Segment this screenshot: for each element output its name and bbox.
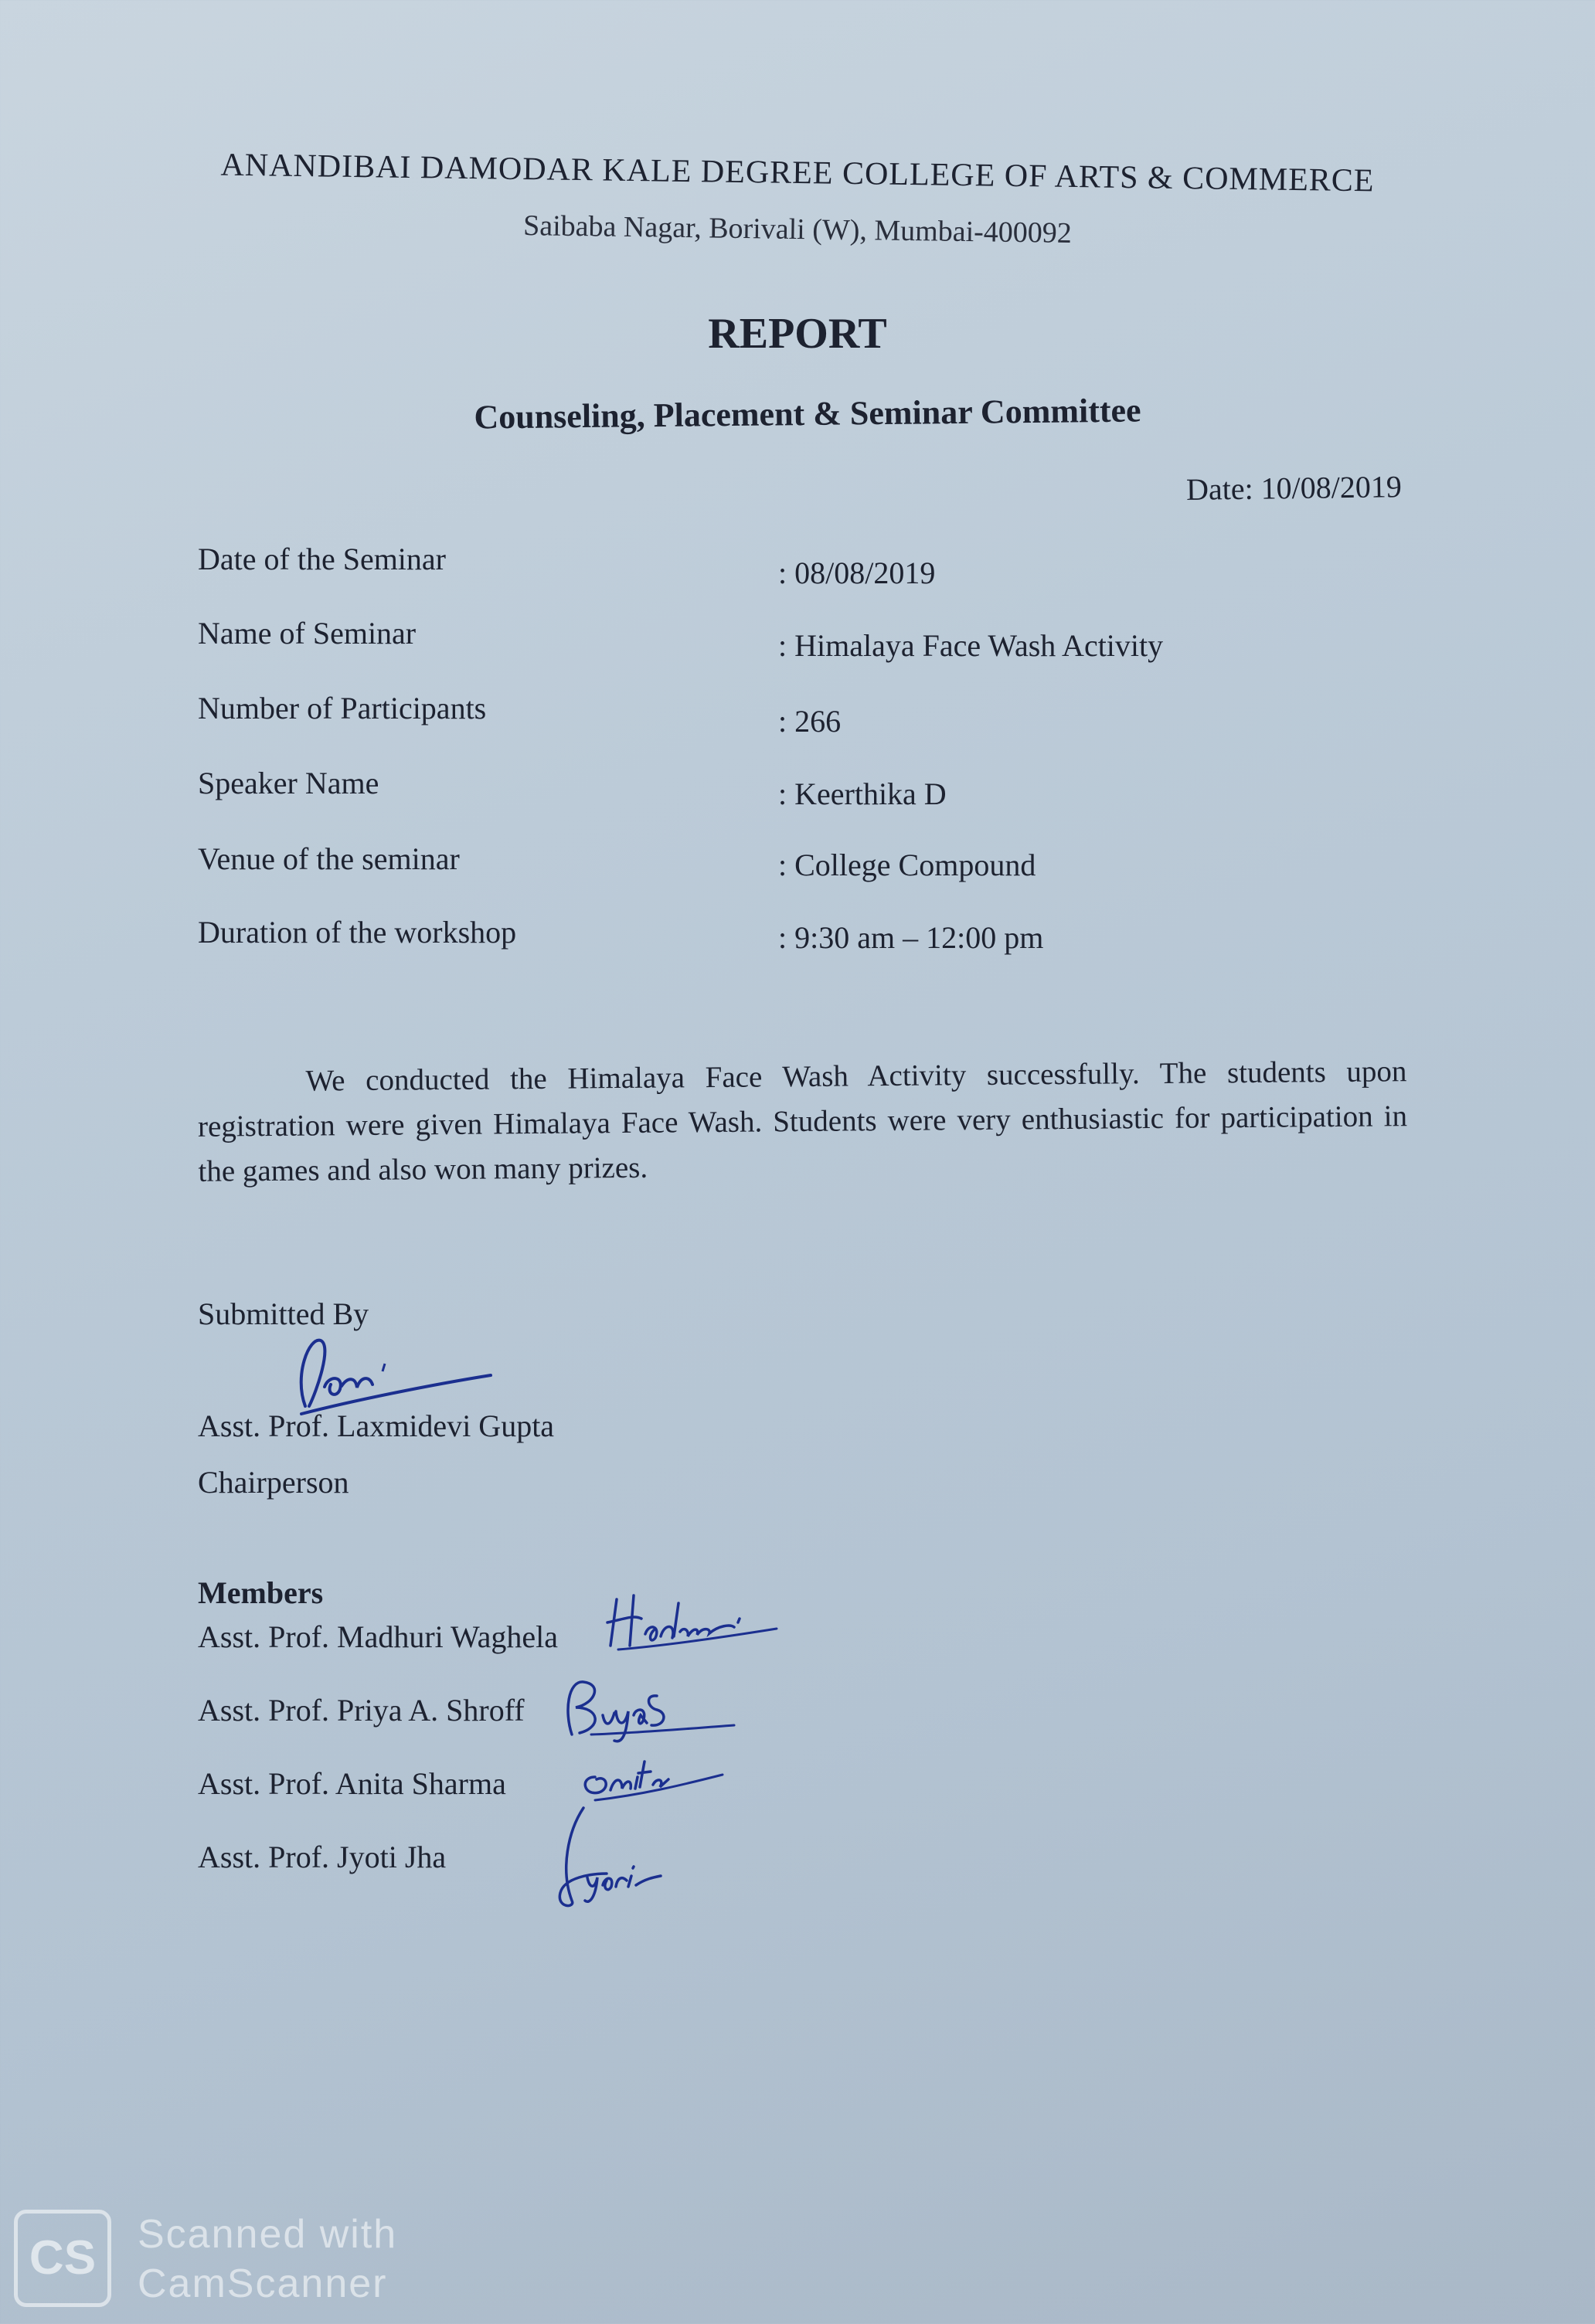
detail-value-venue: : College Compound bbox=[778, 848, 1036, 882]
member-name: Asst. Prof. Priya A. Shroff bbox=[198, 1693, 525, 1728]
college-address: Saibaba Nagar, Borivali (W), Mumbai-400092 bbox=[522, 209, 1073, 250]
report-date: Date: 10/08/2019 bbox=[1185, 469, 1403, 507]
camscanner-logo: CS bbox=[14, 2210, 111, 2307]
detail-label-speaker: Speaker Name bbox=[198, 766, 379, 800]
detail-label-venue: Venue of the seminar bbox=[198, 841, 460, 876]
member-signature-priya bbox=[560, 1673, 738, 1746]
member-signature-jyoti bbox=[545, 1800, 676, 1920]
detail-value-speaker: : Keerthika D bbox=[778, 776, 947, 811]
detail-label-participants: Number of Participants bbox=[198, 691, 487, 725]
member-signature-madhuri bbox=[603, 1584, 780, 1657]
member-signature-anita bbox=[580, 1742, 726, 1808]
submitted-by-label: Submitted By bbox=[198, 1296, 369, 1331]
watermark-line-2: CamScanner bbox=[138, 2261, 388, 2306]
member-name: Asst. Prof. Anita Sharma bbox=[198, 1766, 506, 1801]
member-name: Asst. Prof. Madhuri Waghela bbox=[198, 1619, 558, 1654]
watermark-line-1: Scanned with bbox=[138, 2212, 398, 2257]
college-name: ANANDIBAI DAMODAR KALE DEGREE COLLEGE OF ARTS & COMMERCE bbox=[220, 147, 1375, 199]
report-body-text: We conducted the Himalaya Face Wash Activity successfully. The students upon registration were given Himalaya Face Wash. Students were very enthusiastic for participation in the games and also won many prizes. bbox=[197, 1055, 1408, 1188]
chairperson-name: Asst. Prof. Laxmidevi Gupta bbox=[198, 1408, 555, 1443]
members-heading: Members bbox=[198, 1575, 324, 1610]
committee-name: Counseling, Placement & Seminar Committee bbox=[474, 391, 1141, 437]
detail-value-seminar-name: : Himalaya Face Wash Activity bbox=[778, 628, 1164, 663]
camscanner-watermark bbox=[138, 2210, 397, 2309]
report-title: REPORT bbox=[708, 310, 887, 358]
chairperson-role: Chairperson bbox=[198, 1465, 349, 1500]
detail-value-duration: : 9:30 am – 12:00 pm bbox=[778, 920, 1044, 955]
member-name: Asst. Prof. Jyoti Jha bbox=[198, 1840, 447, 1874]
detail-label-duration: Duration of the workshop bbox=[198, 915, 517, 950]
detail-value-participants: : 266 bbox=[778, 704, 842, 739]
detail-label-seminar-date: Date of the Seminar bbox=[198, 542, 446, 576]
detail-label-seminar-name: Name of Seminar bbox=[198, 616, 417, 651]
detail-value-seminar-date: : 08/08/2019 bbox=[778, 556, 936, 590]
